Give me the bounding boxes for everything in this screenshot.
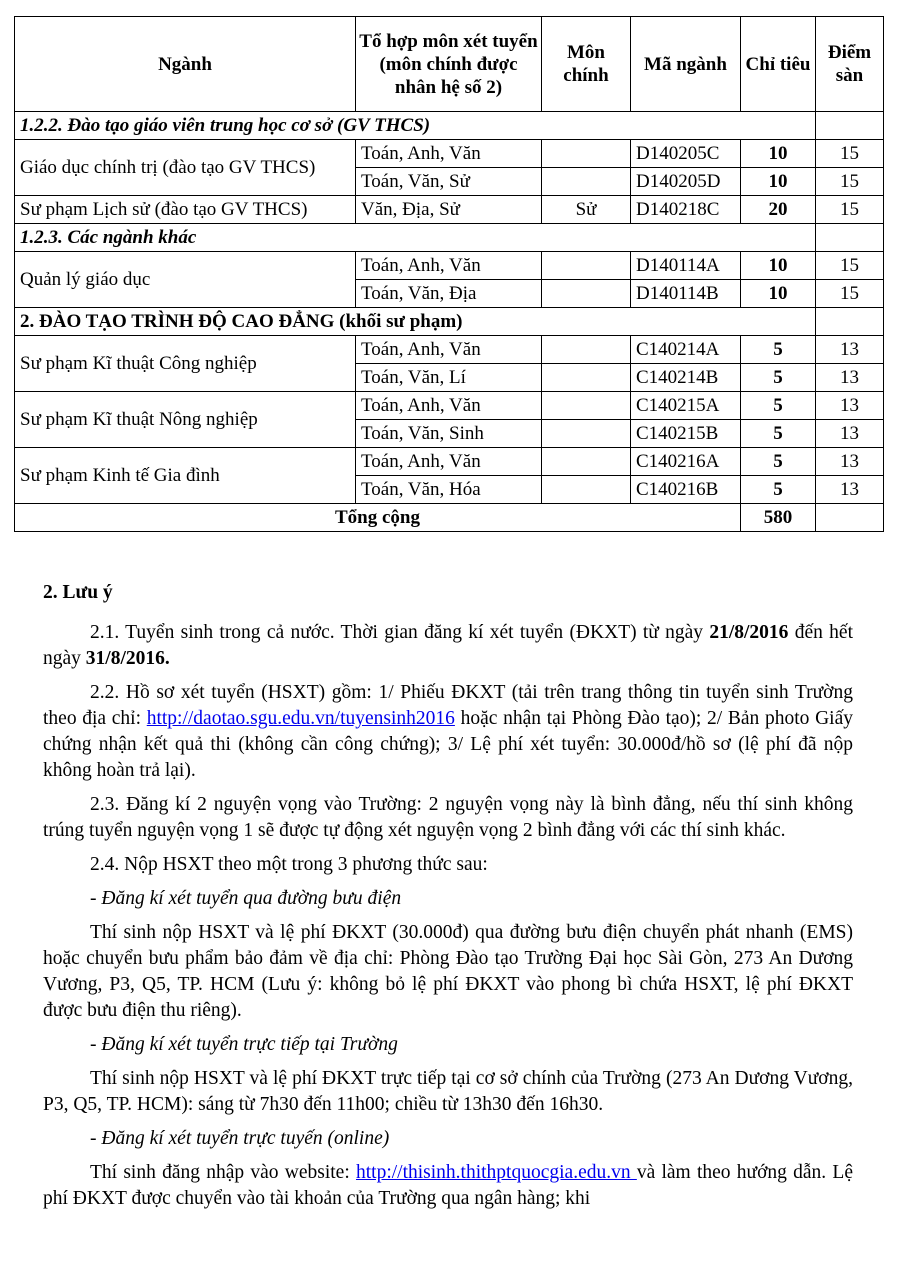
cell-tohop: Toán, Văn, Sử	[356, 168, 542, 196]
cell-chitieu: 5	[741, 420, 816, 448]
cell-monchinh	[542, 280, 631, 308]
date-start: 21/8/2016	[709, 622, 789, 643]
cell-tohop: Toán, Anh, Văn	[356, 252, 542, 280]
table-row	[15, 196, 884, 224]
tuyensinh-link[interactable]: http://daotao.sgu.edu.vn/tuyensinh2016	[146, 708, 455, 729]
note-2-1	[43, 620, 853, 672]
cell-chitieu: 10	[741, 168, 816, 196]
table-cell	[816, 504, 884, 532]
cell-nganh: Sư phạm Kĩ thuật Công nghiệp	[15, 336, 356, 392]
cell-monchinh	[542, 448, 631, 476]
section-title: 1.2.2. Đào tạo giáo viên trung học cơ sở (GV THCS)	[15, 112, 816, 140]
cell-chitieu: 5	[741, 476, 816, 504]
admission-table	[14, 16, 884, 532]
section-row	[15, 308, 884, 336]
total-value: 580	[741, 504, 816, 532]
note-text: 2.1. Tuyển sinh trong cả nước. Thời gian đăng kí xét tuyển (ĐKXT) từ ngày	[90, 622, 710, 643]
cell-tohop: Toán, Anh, Văn	[356, 140, 542, 168]
cell-chitieu: 10	[741, 140, 816, 168]
cell-ma: C140214A	[631, 336, 741, 364]
notes-heading: 2. Lưu ý	[43, 582, 113, 603]
cell-diem: 13	[816, 448, 884, 476]
cell-monchinh	[542, 364, 631, 392]
method-1-title: - Đăng kí xét tuyển qua đường bưu điện	[90, 888, 402, 909]
header-nganh: Ngành	[15, 17, 356, 112]
cell-ma: D140114A	[631, 252, 741, 280]
cell-diem: 15	[816, 196, 884, 224]
cell-tohop: Toán, Anh, Văn	[356, 336, 542, 364]
cell-tohop: Toán, Văn, Hóa	[356, 476, 542, 504]
cell-diem: 13	[816, 476, 884, 504]
cell-ma: C140216B	[631, 476, 741, 504]
total-label: Tổng cộng	[15, 504, 741, 532]
note-text: Thí sinh đăng nhập vào website:	[90, 1162, 356, 1183]
table-row	[15, 448, 884, 476]
cell-nganh: Sư phạm Lịch sử (đào tạo GV THCS)	[15, 196, 356, 224]
cell-nganh: Sư phạm Kinh tế Gia đình	[15, 448, 356, 504]
cell-tohop: Toán, Anh, Văn	[356, 392, 542, 420]
notes-section	[43, 580, 853, 1220]
method-3-text	[43, 1160, 853, 1212]
cell-chitieu: 5	[741, 364, 816, 392]
header-tohop: Tổ hợp môn xét tuyển (môn chính được nhân hệ số 2)	[356, 17, 542, 112]
table-cell	[816, 308, 884, 336]
section-row	[15, 224, 884, 252]
cell-monchinh	[542, 140, 631, 168]
table-cell	[816, 112, 884, 140]
cell-monchinh	[542, 252, 631, 280]
cell-monchinh: Sử	[542, 196, 631, 224]
method-3-title: - Đăng kí xét tuyển trực tuyến (online)	[90, 1128, 390, 1149]
cell-chitieu: 20	[741, 196, 816, 224]
note-text: hoặc nhận tại Phòng Đào tạo); 2/ Bản photo Giấy chứng nhận kết quả thi (không cần công chứng); 3/ Lệ phí xét tuyển: 30.000đ/hồ sơ (lệ phí đã nộp không hoàn trả lại).	[43, 708, 853, 781]
cell-diem: 15	[816, 140, 884, 168]
cell-tohop: Toán, Anh, Văn	[356, 448, 542, 476]
table-row	[15, 336, 884, 364]
header-chitieu: Chỉ tiêu	[741, 17, 816, 112]
cell-monchinh	[542, 392, 631, 420]
cell-chitieu: 5	[741, 336, 816, 364]
section-title: 1.2.3. Các ngành khác	[15, 224, 816, 252]
cell-ma: C140215A	[631, 392, 741, 420]
cell-ma: C140214B	[631, 364, 741, 392]
cell-diem: 13	[816, 364, 884, 392]
date-end: 31/8/2016.	[85, 648, 170, 669]
cell-tohop: Toán, Văn, Địa	[356, 280, 542, 308]
table-row	[15, 140, 884, 168]
cell-monchinh	[542, 420, 631, 448]
note-text: và làm theo hướng dẫn. Lệ phí ĐKXT được chuyển vào tài khoản của Trường qua ngân hàng; khi	[43, 1162, 853, 1209]
cell-monchinh	[542, 168, 631, 196]
cell-ma: C140216A	[631, 448, 741, 476]
cell-diem: 13	[816, 420, 884, 448]
cell-monchinh	[542, 476, 631, 504]
cell-tohop: Toán, Văn, Sinh	[356, 420, 542, 448]
note-2-3: 2.3. Đăng kí 2 nguyện vọng vào Trường: 2 nguyện vọng này là bình đẳng, nếu thí sinh không trúng tuyển nguyện vọng 1 sẽ được tự động xét nguyện vọng 2 bình đẳng với các thí sinh khác.	[43, 794, 853, 841]
cell-tohop: Văn, Địa, Sử	[356, 196, 542, 224]
cell-ma: D140114B	[631, 280, 741, 308]
total-row	[15, 504, 884, 532]
cell-ma: D140205C	[631, 140, 741, 168]
cell-diem: 13	[816, 392, 884, 420]
header-monchinh: Môn chính	[542, 17, 631, 112]
note-text: đến hết ngày	[43, 622, 853, 669]
cell-ma: C140215B	[631, 420, 741, 448]
cell-diem: 15	[816, 280, 884, 308]
cell-diem: 15	[816, 168, 884, 196]
cell-nganh: Giáo dục chính trị (đào tạo GV THCS)	[15, 140, 356, 196]
method-2-text: Thí sinh nộp HSXT và lệ phí ĐKXT trực tiếp tại cơ sở chính của Trường (273 An Dương Vương, P3, Q5, TP. HCM): sáng từ 7h30 đến 11h00; chiều từ 13h30 đến 16h30.	[43, 1068, 853, 1115]
cell-monchinh	[542, 336, 631, 364]
cell-ma: D140205D	[631, 168, 741, 196]
table-header-row	[15, 17, 884, 112]
header-diemsan: Điểm sàn	[816, 17, 884, 112]
cell-ma: D140218C	[631, 196, 741, 224]
note-2-4: 2.4. Nộp HSXT theo một trong 3 phương thức sau:	[90, 854, 488, 875]
section-title: 2. ĐÀO TẠO TRÌNH ĐỘ CAO ĐẲNG (khối sư phạm)	[15, 308, 816, 336]
header-manganh: Mã ngành	[631, 17, 741, 112]
table-cell	[816, 224, 884, 252]
cell-chitieu: 10	[741, 280, 816, 308]
cell-tohop: Toán, Văn, Lí	[356, 364, 542, 392]
section-row	[15, 112, 884, 140]
table-row	[15, 252, 884, 280]
cell-nganh: Sư phạm Kĩ thuật Nông nghiệp	[15, 392, 356, 448]
note-text: 2.2. Hồ sơ xét tuyển (HSXT) gồm: 1/ Phiếu ĐKXT (tải trên trang thông tin tuyển sinh Trường theo địa chỉ:	[43, 682, 853, 729]
method-1-text: Thí sinh nộp HSXT và lệ phí ĐKXT (30.000đ) qua đường bưu điện chuyển phát nhanh (EMS) hoặc chuyển bưu phẩm bảo đảm về địa chỉ: Phòng Đào tạo Trường Đại học Sài Gòn, 273 An Dương Vương, P3, Q5, TP. HCM (Lưu ý: không bỏ lệ phí ĐKXT vào phong bì chứa HSXT, lệ phí ĐKXT được bưu điện thu riêng).	[43, 922, 853, 1021]
cell-nganh: Quản lý giáo dục	[15, 252, 356, 308]
cell-chitieu: 10	[741, 252, 816, 280]
method-2-title: - Đăng kí xét tuyển trực tiếp tại Trường	[90, 1034, 398, 1055]
cell-diem: 13	[816, 336, 884, 364]
cell-chitieu: 5	[741, 392, 816, 420]
cell-chitieu: 5	[741, 448, 816, 476]
cell-diem: 15	[816, 252, 884, 280]
thisinh-link[interactable]: http://thisinh.thithptquocgia.edu.vn	[355, 1162, 637, 1183]
table-row	[15, 392, 884, 420]
note-2-2	[43, 680, 853, 784]
